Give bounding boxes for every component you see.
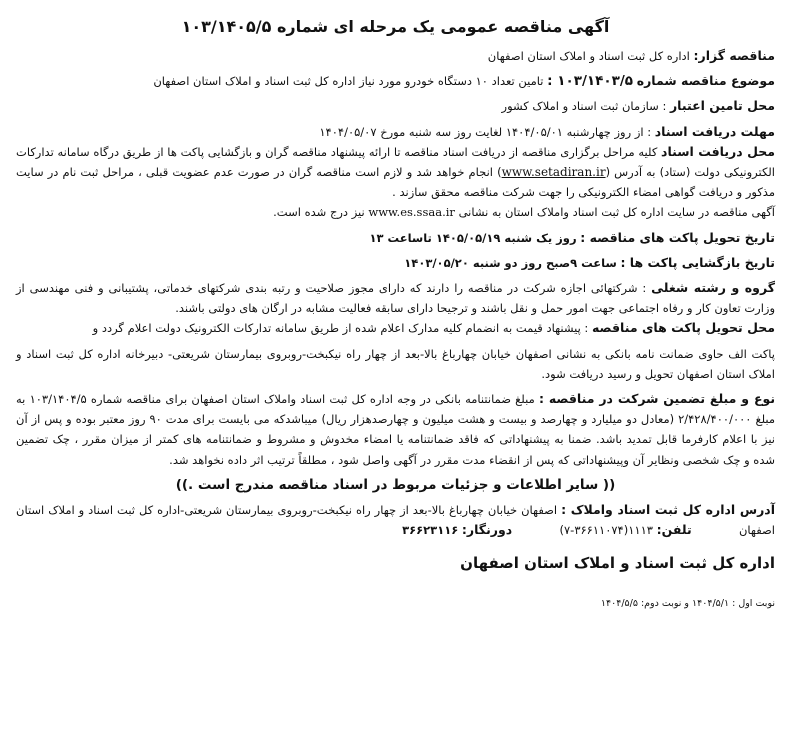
org-signature: اداره کل ثبت اسناد و املاک استان اصفهان xyxy=(460,554,775,573)
subject-row xyxy=(16,71,775,91)
publication-notes: نوبت اول : ۱۴۰۴/۵/۱ و نوبت دوم: ۱۴۰۴/۵/۵ xyxy=(600,598,775,610)
funding-row xyxy=(16,96,775,116)
receipt-text-1: کلیه مراحل برگزاری مناقصه از دریافت اسناد مناقصه تا ارائه پیشنهاد مناقصه گران و بازگشایی پاکت ها از طریق درگاه سامانه تدارکات الکترونیکی دولت (ستاد) به آدرس ( xyxy=(16,144,775,180)
opening-date-label: تاریخ بازگشایی پاکت ها : xyxy=(620,254,775,270)
subject-label: موضوع مناقصه شماره xyxy=(636,73,775,89)
opening-date-value: ساعت ۹صبح روز دو شنبه ۱۴۰۳/۰۵/۲۰ xyxy=(404,255,617,270)
address-value: اصفهان خیابان چهارباغ بالا-بعد از چهار راه نیکبخت-روبروی بیمارستان شریعتی-اداره کل ثبت اسناد و املاک استان اصفهان xyxy=(16,503,775,538)
delivery-place-text-2: پاکت الف حاوی ضمانت نامه بانکی به نشانی اصفهان خیابان چهارباغ بالا-بعد از چهار راه نیکبخت-روبروی بیمارستان شریعتی- دبیرخانه اداره کل ثبت اسناد و املاک استان اصفهان تحویل و رسید دریافت شود. xyxy=(16,346,775,381)
guarantee-label: نوع و مبلغ تضمین شرکت در مناقصه : xyxy=(538,391,776,407)
delivery-date-value: روز یک شنبه ۱۴۰۵/۰۵/۱۹ تاساعت ۱۳ xyxy=(369,230,577,245)
delivery-date-label: تاریخ تحویل پاکت های مناقصه : xyxy=(580,229,775,245)
subject-number: ۱۰۳/۱۴۰۳/۵ : xyxy=(547,73,634,90)
organizer-label: مناقصه گزار: xyxy=(693,48,775,63)
address-row xyxy=(16,500,775,540)
website-row xyxy=(16,202,775,222)
group-value: : شرکتهائی اجازه شرکت در مناقصه را دارند که دارای مجوز صلاحیت و رتبه بندی شرکتهای خدماتی، پشتیبانی و فنی مهندسی از وزارت تعاون کار و رفاه اجتماعی جهت امور حمل و نقل باشند و ترجیحا دارای سابقه فعالیت مشابه در ارگان های دولتی باشند. xyxy=(16,281,775,316)
receipt-text-2: ) انجام خواهد شد و لازم است مناقصه گران در صورت عدم عضویت قبلی ، مراحل ثبت نام در سایت مذکور و دریافت گواهی امضاء الکترونیکی را جهت شرکت مناقصه محقق سازند . xyxy=(16,165,775,200)
delivery-date-row xyxy=(16,228,775,248)
funding-label: محل تامین اعتبار xyxy=(669,98,775,114)
deadline-row xyxy=(16,122,775,142)
notice-title: آگهی مناقصه عمومی یک مرحله ای شماره ۱۰۳/۱۴۰۵/۵ xyxy=(181,17,610,36)
group-row xyxy=(16,278,775,318)
website-text-2: نیز درج شده است. xyxy=(273,205,365,220)
receipt-label: محل دریافت اسناد xyxy=(661,143,776,159)
more-info: (( سایر اطلاعات و جزئیات مربوط در اسناد مناقصه مندرج است .)) xyxy=(175,476,616,493)
group-label: گروه و رشته شغلی xyxy=(651,280,775,296)
organizer-value: اداره کل ثبت اسناد و املاک استان اصفهان xyxy=(487,49,690,63)
phone-value: ۱۱۱۳(۳۶۶۱۱۰۷۴-۷) xyxy=(559,523,653,538)
subject-value: تامین تعداد ۱۰ دستگاه خودرو مورد نیاز اداره کل ثبت اسناد و املاک استان اصفهان xyxy=(153,74,544,89)
deadline-value: : از روز چهارشنبه ۱۴۰۴/۰۵/۰۱ لغایت روز سه شنبه مورخ ۱۴۰۴/۰۵/۰۷ xyxy=(319,124,652,139)
delivery-place-row xyxy=(16,318,775,338)
opening-date-row xyxy=(16,253,775,273)
phone-label: تلفن: xyxy=(656,522,692,538)
ssaa-link[interactable]: www.es.ssaa.ir xyxy=(368,205,455,220)
website-text-1: آگهی مناقصه در سایت اداره کل ثبت اسناد واملاک استان به نشانی xyxy=(458,205,775,220)
organizer-row xyxy=(16,46,775,66)
funding-value: : سازمان ثبت اسناد و املاک کشور xyxy=(501,99,667,114)
receipt-row xyxy=(16,142,775,203)
address-label: آدرس اداره کل ثبت اسناد واملاک : xyxy=(561,502,775,518)
delivery-place-text-1: : پیشنهاد قیمت به انضمام کلیه مدارک اعلام شده از طریق سامانه تدارکات الکترونیک دولت اعلام گردد و xyxy=(92,321,589,336)
deadline-label: مهلت دریافت اسناد xyxy=(654,123,775,139)
fax-label: دورنگار: xyxy=(461,522,513,538)
delivery-place-label: محل تحویل پاکت های مناقصه xyxy=(591,320,775,336)
guarantee-row xyxy=(16,389,775,470)
setad-link[interactable]: www.setadiran.ir xyxy=(501,165,606,180)
fax-value: ۳۶۶۲۳۱۱۶ xyxy=(402,523,459,538)
guarantee-value: مبلغ ضمانتنامه بانکی در وجه اداره کل ثبت اسناد واملاک استان اصفهان برای مناقصه شماره ۱۰۳/۱۴۰۴/۵ به مبلغ ۲/۴۲۸/۴۰۰/۰۰۰ (معادل دو میلیارد و چهارصد و بیست و هشت میلیون و چهارصدهزار ریال) میباشدکه می بایست برای مدت ۹۰ روز معتبر بوده و پس از آن نیز با اعلام کارفرما قابل تمدید باشد. ضمنا به پیشنهاداتی که فاقد ضمانتنامه یا امضاء مخدوش و مشروط و ضمانتنامه های کمتر از میزان مقرر ، چک تضمین شده و چک شخصی ونظایر آن وپیشنهاداتی که پس از انقضاء مدت مقرر در آگهی واصل شود ، مطلقاً ترتیب اثر داده نخواهد شد. xyxy=(16,392,776,467)
